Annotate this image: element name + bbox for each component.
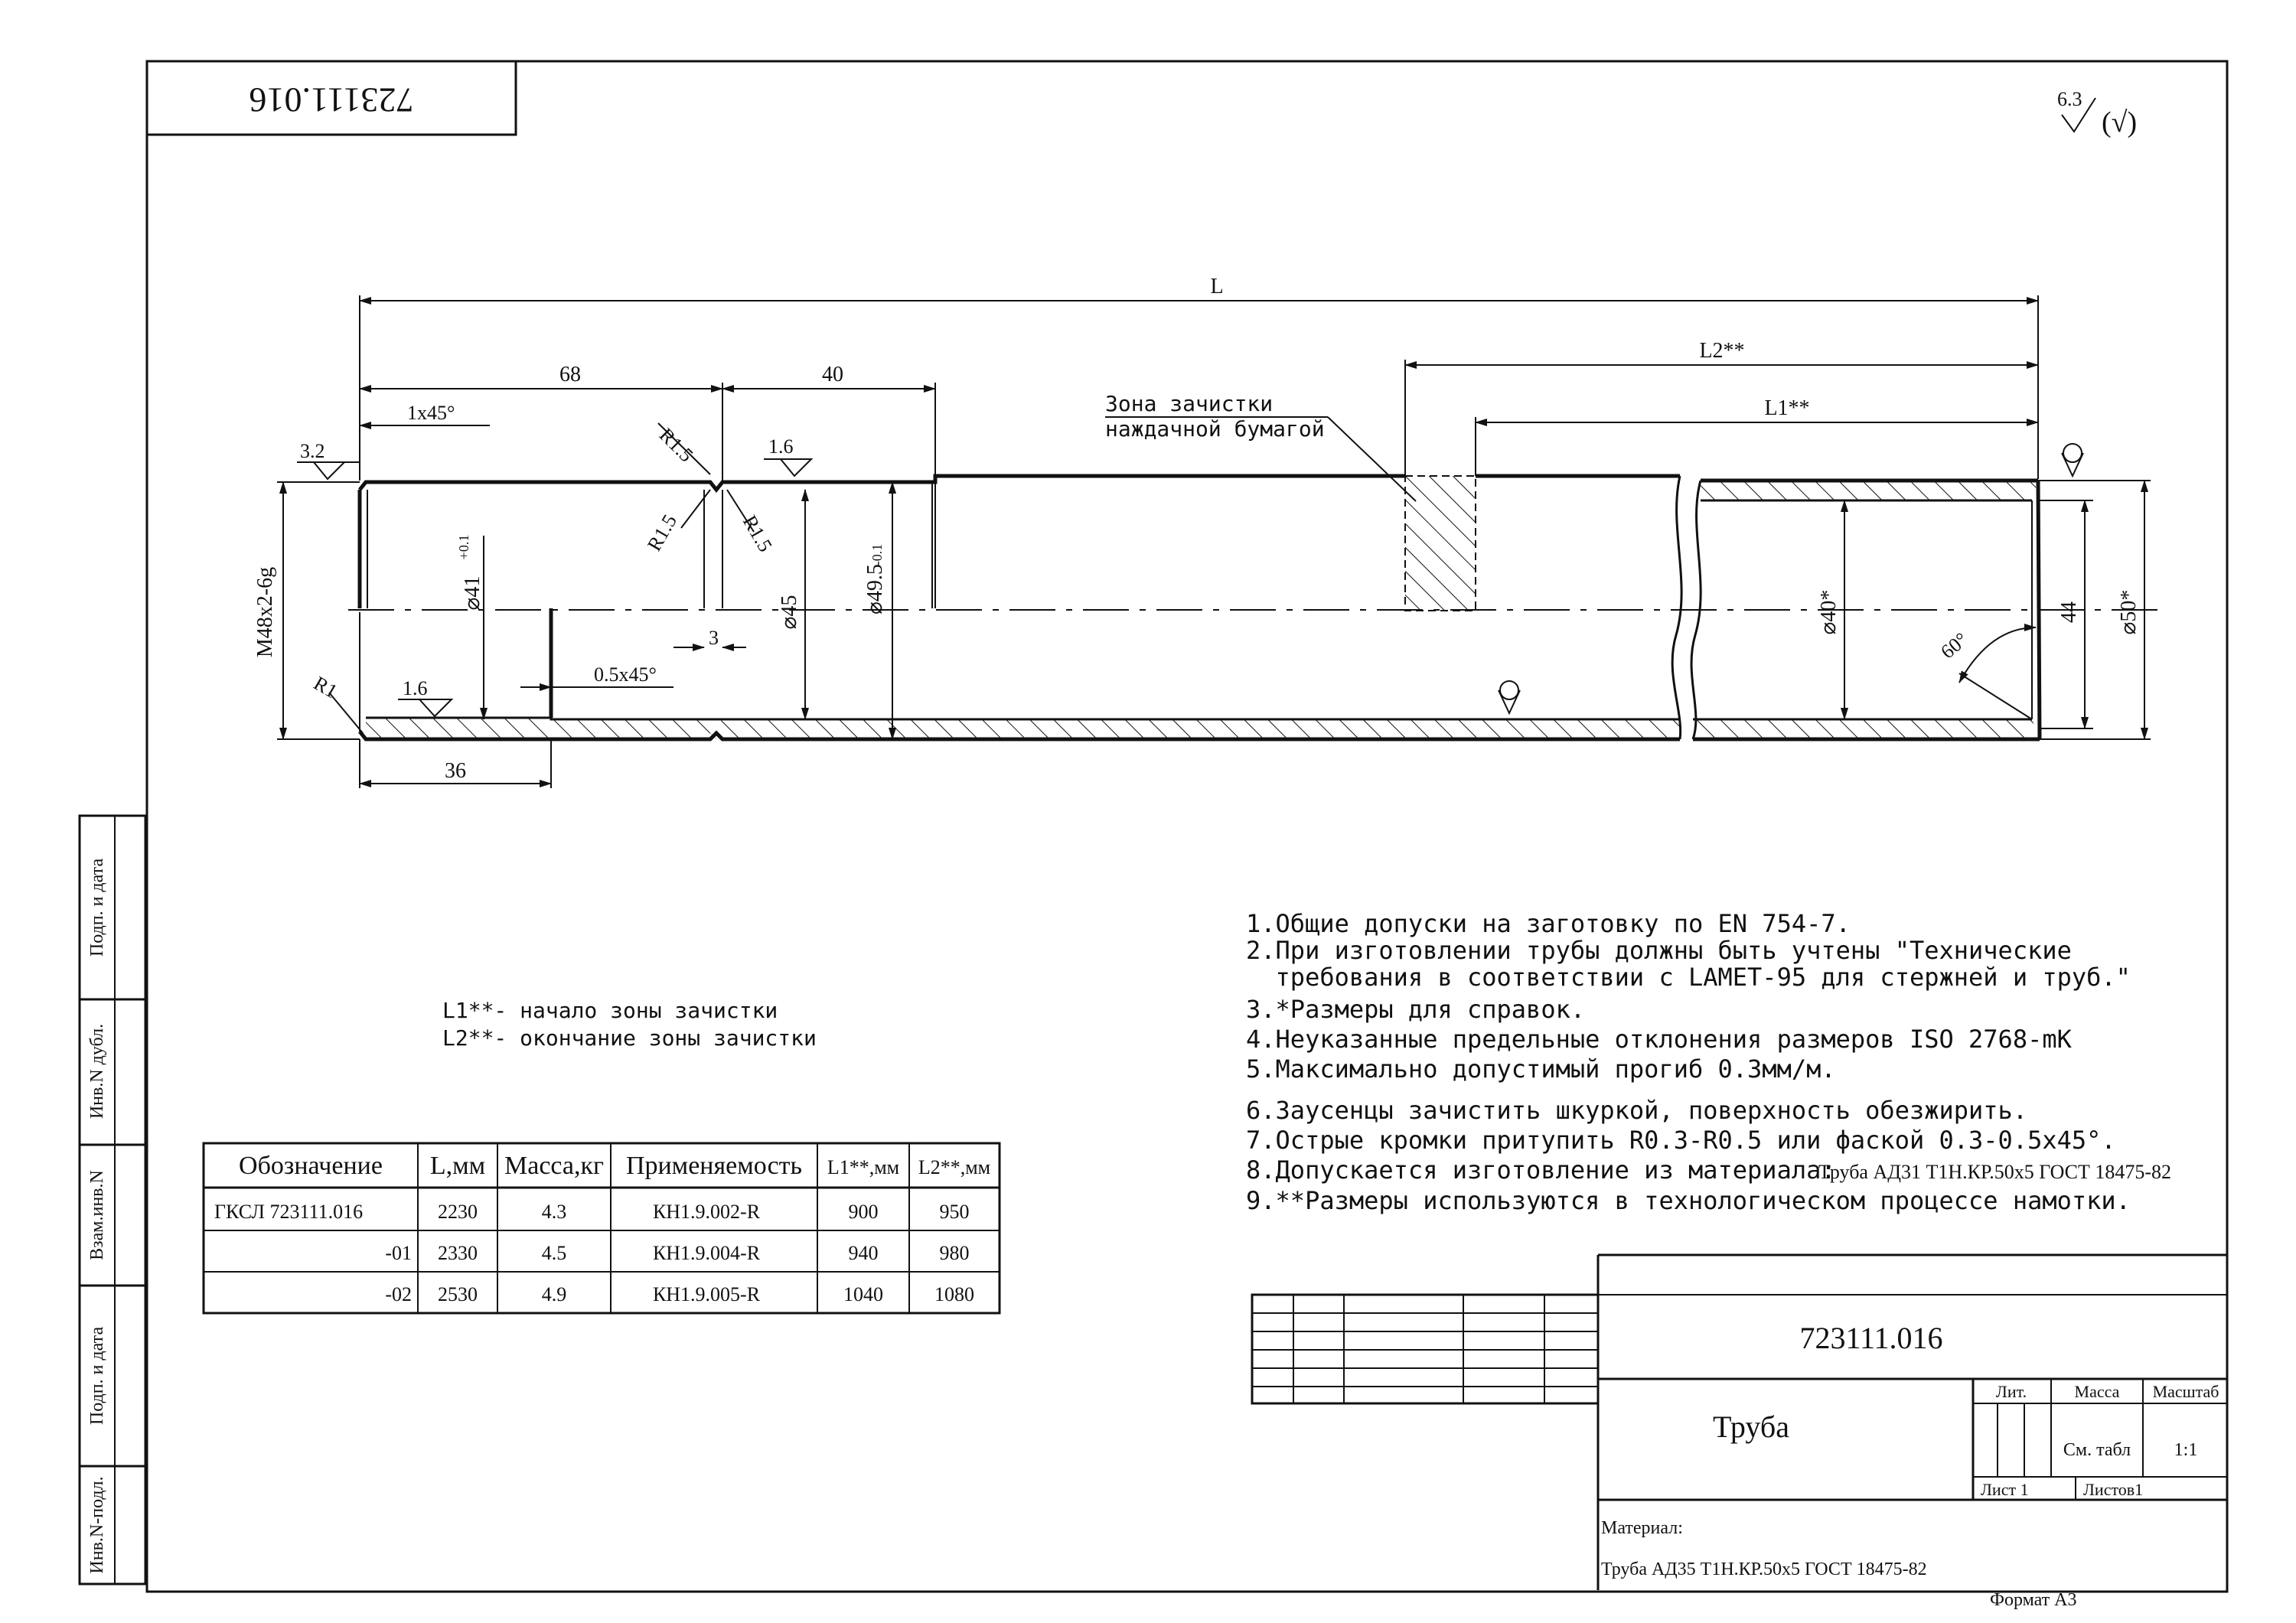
table-row: ГКСЛ 723111.016 [214,1201,364,1223]
note-1: 1.Общие допуски на заготовку по EN 754-7. [1246,909,1851,938]
svg-text:R1.5: R1.5 [654,423,698,467]
svg-text:6.3: 6.3 [2057,88,2082,110]
th-l2: L2**,мм [918,1156,991,1178]
svg-text:900: 900 [848,1201,879,1223]
svg-text:Листов1: Листов1 [2083,1480,2144,1499]
title-designation: 723111.016 [1799,1321,1943,1355]
cleaning-zone-hatch [1405,476,1476,611]
note-5: 5.Максимально допустимый прогиб 0.3мм/м. [1246,1054,1836,1084]
svg-text:0.5x45°: 0.5x45° [594,663,657,686]
svg-text:1080: 1080 [934,1283,974,1305]
svg-text:КН1.9.002-R: КН1.9.002-R [652,1201,761,1223]
svg-text:2230: 2230 [438,1201,478,1223]
svg-text:R1.5: R1.5 [643,510,682,555]
dim-thread: M48x2-6g [253,566,277,658]
th-mass: Масса,кг [504,1152,604,1180]
note-2b: требования в соответствии с LAMET-95 для стержней и труб." [1246,963,2131,992]
note-8-tail: Труба АД31 Т1Н.КР.50х5 ГОСТ 18475-82 [1818,1161,2172,1183]
svg-text:Материал:: Материал: [1601,1518,1683,1538]
unmachined-mark-bottom [1499,681,1520,713]
th-l1: L1**,мм [827,1156,900,1178]
svg-text:2330: 2330 [438,1242,478,1264]
note-8: 8.Допускается изготовление из материала: [1246,1155,1836,1185]
dim-L2: L2** [1699,339,1745,363]
spec-table [204,1143,1000,1313]
svg-text:⌀50*: ⌀50* [2117,589,2141,635]
svg-text:4.3: 4.3 [541,1201,567,1223]
svg-text:940: 940 [848,1242,879,1264]
legend-line2: L2**- окончание зоны зачистки [442,1025,817,1051]
side-strip [80,816,145,1584]
svg-text:Инв.N дубл.: Инв.N дубл. [87,1023,107,1119]
legend-line1: L1**- начало зоны зачистки [442,998,778,1023]
svg-text:Лит.: Лит. [1995,1382,2027,1401]
svg-text:⌀41: ⌀41 [461,575,484,611]
svg-text:980: 980 [939,1242,970,1264]
note-9: 9.**Размеры используются в технологическом процессе намотки. [1246,1186,2131,1215]
svg-text:R1.5: R1.5 [738,511,777,556]
table-row: -01 [385,1242,412,1264]
svg-text:3.2: 3.2 [300,440,325,462]
note-4: 4.Неуказанные предельные отклонения размеров ISO 2768-mK [1246,1025,2072,1054]
unmachined-mark-right [2062,444,2083,476]
break-line-left [1672,476,1681,739]
zone-label-line1: Зона зачистки [1105,391,1274,416]
top-wall-hatch [1701,481,2038,500]
dim-L: L [1210,275,1224,298]
svg-text:1040: 1040 [843,1283,883,1305]
th-length: L,мм [429,1152,486,1180]
dim-40: 40 [822,363,843,386]
svg-text:Труба АД35 Т1Н.КР.50х5 ГОСТ 18: Труба АД35 Т1Н.КР.50х5 ГОСТ 18475-82 [1601,1559,1927,1579]
svg-text:Подп. и дата: Подп. и дата [87,1326,107,1426]
svg-text:⌀49.5: ⌀49.5 [863,564,887,614]
tube-drawing [253,275,2158,788]
note-7: 7.Острые кромки притупить R0.3-R0.5 или фаской 0.3-0.5x45°. [1246,1126,2116,1155]
th-designation: Обозначение [239,1152,383,1180]
svg-text:КН1.9.004-R: КН1.9.004-R [652,1242,761,1264]
th-applicability: Применяемость [625,1152,803,1180]
svg-text:Взам.инв.N: Взам.инв.N [87,1170,107,1260]
svg-text:Инв.N-подл.: Инв.N-подл. [87,1476,107,1574]
svg-text:+0.1: +0.1 [456,534,471,560]
table-row: -02 [385,1283,412,1305]
svg-text:1.6: 1.6 [768,435,794,458]
svg-text:КН1.9.005-R: КН1.9.005-R [652,1283,761,1305]
svg-text:3: 3 [709,627,719,649]
svg-text:60°: 60° [1936,627,1972,663]
svg-text:⌀45: ⌀45 [778,595,801,630]
svg-text:Масса: Масса [2074,1382,2120,1401]
dim-L1: L1** [1764,396,1810,420]
dim-36: 36 [445,759,466,783]
svg-text:⌀40*: ⌀40* [1817,589,1841,635]
svg-text:-0.1: -0.1 [869,543,885,566]
dim-chamfer-1x45: 1x45° [407,402,455,424]
dim-68: 68 [559,363,581,386]
note-6: 6.Заусенцы зачистить шкуркой, поверхность обезжирить. [1246,1096,2028,1125]
bottom-wall-hatch [366,718,1680,739]
svg-text:4.9: 4.9 [541,1283,567,1305]
title-block [1252,1255,2227,1610]
svg-text:(√): (√) [2102,106,2138,139]
svg-text:Лист 1: Лист 1 [1981,1480,2029,1499]
technical-notes [1246,909,2171,1215]
svg-text:950: 950 [939,1201,970,1223]
roughness-general-mark [2057,88,2137,139]
note-3: 3.*Размеры для справок. [1246,995,1586,1024]
svg-text:1:1: 1:1 [2174,1440,2198,1460]
svg-text:Формат А3: Формат А3 [1990,1590,2077,1610]
svg-text:Масштаб: Масштаб [2152,1382,2219,1401]
zone-label-line2: наждачной бумагой [1105,416,1325,442]
top-stamp-text: 723111.016 [249,80,414,120]
svg-text:R1: R1 [310,672,341,703]
note-2a: 2.При изготовлении трубы должны быть учтены "Технические [1246,936,2072,965]
svg-text:44: 44 [2057,601,2081,623]
svg-text:Подп. и дата: Подп. и дата [87,858,107,957]
svg-text:4.5: 4.5 [541,1242,567,1264]
svg-text:См. табл: См. табл [2063,1440,2131,1460]
title-name: Труба [1713,1410,1789,1444]
svg-text:1.6: 1.6 [403,677,428,699]
sheet-frame [147,61,2227,1592]
svg-text:2530: 2530 [438,1283,478,1305]
